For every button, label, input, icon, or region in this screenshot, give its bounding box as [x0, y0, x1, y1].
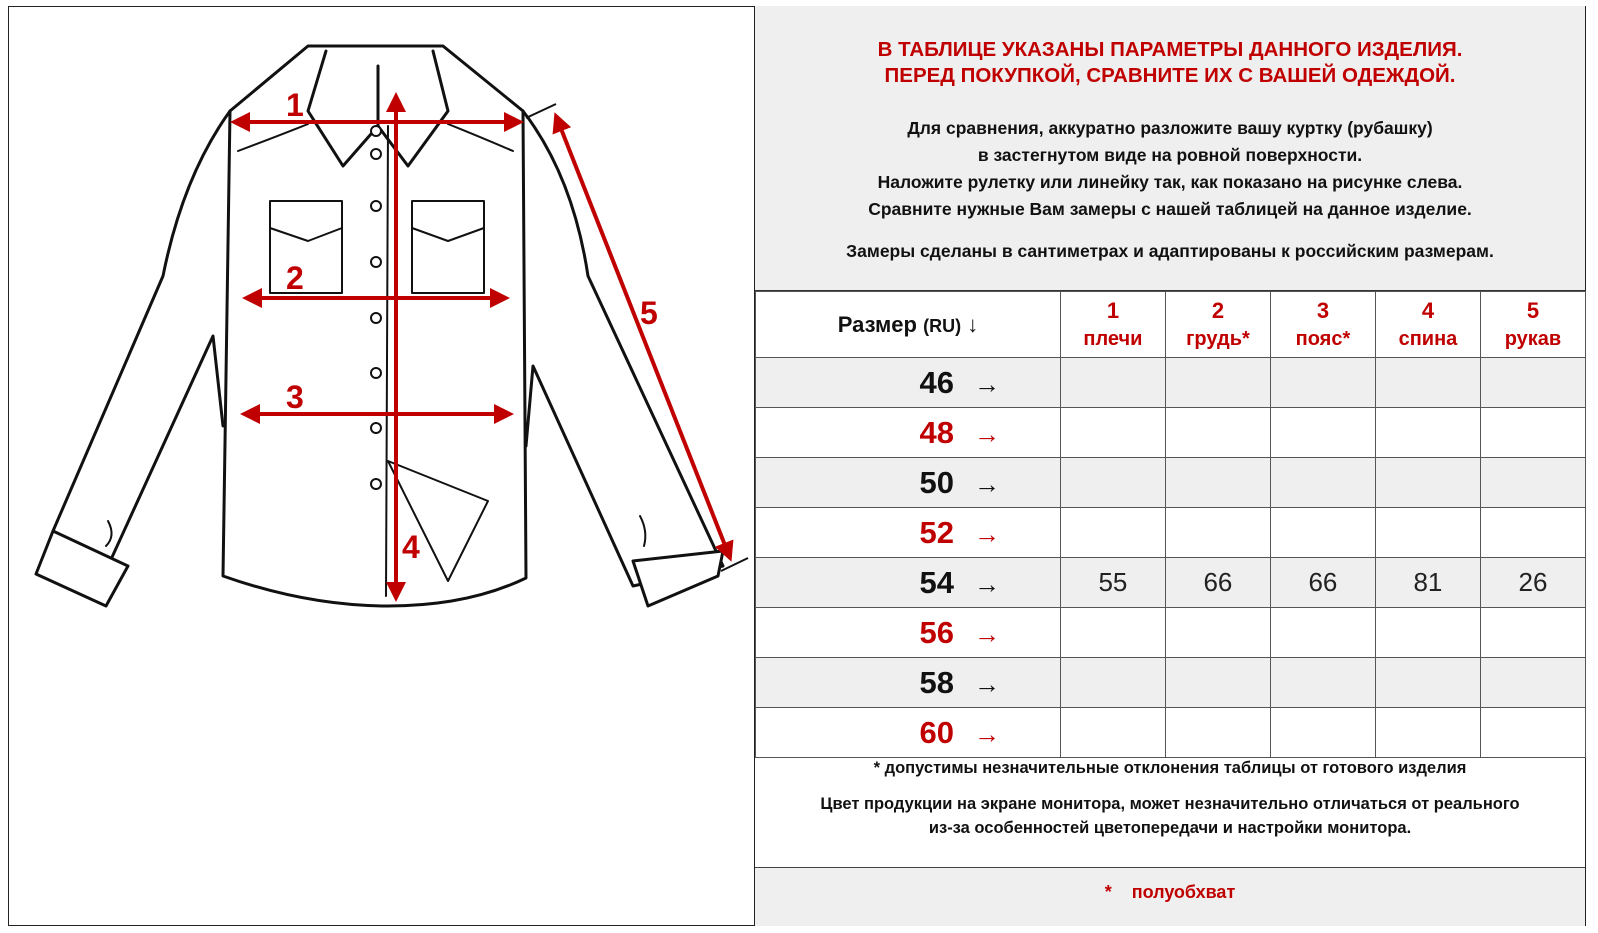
right-arrow-icon: → — [973, 668, 1000, 699]
size-cell: 48 → — [756, 408, 1061, 458]
table-row — [756, 708, 1586, 758]
label-5: 5 — [640, 295, 658, 331]
size-cell: 54 → — [756, 558, 1061, 608]
right-arrow-icon: → — [973, 368, 1000, 399]
size-header-label: Размер — [837, 311, 917, 337]
column-header-chest: 2 грудь* — [1165, 292, 1270, 358]
label-4: 4 — [402, 529, 420, 565]
legend — [755, 882, 1585, 903]
legend-star: * — [1104, 882, 1112, 902]
value-cell — [1480, 658, 1585, 708]
legend-bar — [755, 867, 1585, 926]
column-header-back: 4 спина — [1375, 292, 1480, 358]
value-cell: 55 — [1060, 558, 1165, 608]
size-cell: 60 → — [756, 708, 1061, 758]
legend-text: полуобхват — [1131, 882, 1236, 902]
label-2: 2 — [286, 260, 304, 296]
value-cell — [1270, 458, 1375, 508]
size-chart-panel — [754, 6, 1586, 926]
size-table — [755, 291, 1586, 758]
title-line-2: ПЕРЕД ПОКУПКОЙ, СРАВНИТЕ ИХ С ВАШЕЙ ОДЕЖДОЙ. — [884, 64, 1456, 87]
table-row — [756, 608, 1586, 658]
shirt-diagram — [8, 6, 754, 926]
size-cell: 56 → — [756, 608, 1061, 658]
value-cell — [1480, 708, 1585, 758]
size-cell: 58 → — [756, 658, 1061, 708]
value-cell — [1165, 358, 1270, 408]
instruction-line-1: Для сравнения, аккуратно разложите вашу куртку (рубашку) — [907, 118, 1433, 138]
value-cell — [1165, 708, 1270, 758]
value-cell — [1165, 458, 1270, 508]
column-header-shoulders: 1 плечи — [1060, 292, 1165, 358]
value-cell: 66 — [1165, 558, 1270, 608]
value-cell — [1165, 658, 1270, 708]
right-arrow-icon: → — [973, 468, 1000, 499]
value-cell — [1165, 508, 1270, 558]
down-arrow-icon: ↓ — [967, 311, 979, 337]
value-cell — [1060, 508, 1165, 558]
footer-notes — [755, 751, 1585, 868]
value-cell — [1375, 508, 1480, 558]
table-row — [756, 458, 1586, 508]
column-header-sleeve: 5 рукав — [1480, 292, 1585, 358]
value-cell — [1375, 408, 1480, 458]
value-cell — [1270, 508, 1375, 558]
value-cell — [1480, 458, 1585, 508]
color-note-line-1: Цвет продукции на экране монитора, может незначительно отличаться от реального — [820, 795, 1520, 813]
value-cell — [1375, 608, 1480, 658]
value-cell — [1375, 708, 1480, 758]
value-cell — [1270, 408, 1375, 458]
value-cell — [1270, 608, 1375, 658]
value-cell — [1165, 608, 1270, 658]
value-cell — [1480, 608, 1585, 658]
value-cell — [1480, 358, 1585, 408]
value-cell — [1060, 358, 1165, 408]
table-row — [756, 508, 1586, 558]
instruction-line-2: в застегнутом виде на ровной поверхности. — [977, 145, 1363, 165]
value-cell — [1060, 658, 1165, 708]
table-row — [756, 658, 1586, 708]
instructions-header — [755, 6, 1585, 291]
table-row — [756, 408, 1586, 458]
table-header-row — [756, 292, 1586, 358]
value-cell — [1060, 708, 1165, 758]
value-cell — [1060, 408, 1165, 458]
shirt-drawing — [8, 6, 754, 926]
title-line-1: В ТАБЛИЦЕ УКАЗАНЫ ПАРАМЕТРЫ ДАННОГО ИЗДЕЛИЯ. — [877, 38, 1463, 61]
right-arrow-icon: → — [973, 518, 1000, 549]
size-column-header — [756, 292, 1061, 358]
size-header-ru: (RU) — [923, 315, 962, 336]
value-cell — [1270, 358, 1375, 408]
value-cell — [1375, 358, 1480, 408]
value-cell — [1375, 658, 1480, 708]
instruction-line-3: Наложите рулетку или линейку так, как показано на рисунке слева. — [877, 172, 1463, 192]
right-arrow-icon: → — [973, 568, 1000, 599]
table-row — [756, 358, 1586, 408]
color-note-line-2: из-за особенностей цветопередачи и настройки монитора. — [928, 819, 1412, 837]
right-arrow-icon: → — [973, 618, 1000, 649]
column-header-waist: 3 пояс* — [1270, 292, 1375, 358]
value-cell: 81 — [1375, 558, 1480, 608]
value-cell — [1480, 508, 1585, 558]
units-note: Замеры сделаны в сантиметрах и адаптированы к российским размерам. — [846, 241, 1494, 261]
value-cell — [1375, 458, 1480, 508]
value-cell: 66 — [1270, 558, 1375, 608]
value-cell — [1480, 408, 1585, 458]
arrow-5-sleeve — [556, 116, 730, 558]
value-cell — [1060, 458, 1165, 508]
size-cell: 52 → — [756, 508, 1061, 558]
instruction-line-4: Сравните нужные Вам замеры с нашей таблицей на данное изделие. — [868, 199, 1472, 219]
label-1: 1 — [286, 87, 304, 123]
size-cell: 50 → — [756, 458, 1061, 508]
table-row — [756, 558, 1586, 608]
value-cell — [1270, 708, 1375, 758]
value-cell: 26 — [1480, 558, 1585, 608]
label-3: 3 — [286, 379, 304, 415]
value-cell — [1165, 408, 1270, 458]
value-cell — [1270, 658, 1375, 708]
size-cell: 46 → — [756, 358, 1061, 408]
right-arrow-icon: → — [973, 718, 1000, 749]
right-arrow-icon: → — [973, 418, 1000, 449]
deviation-note: * допустимы незначительные отклонения таблицы от готового изделия — [873, 759, 1467, 777]
value-cell — [1060, 608, 1165, 658]
